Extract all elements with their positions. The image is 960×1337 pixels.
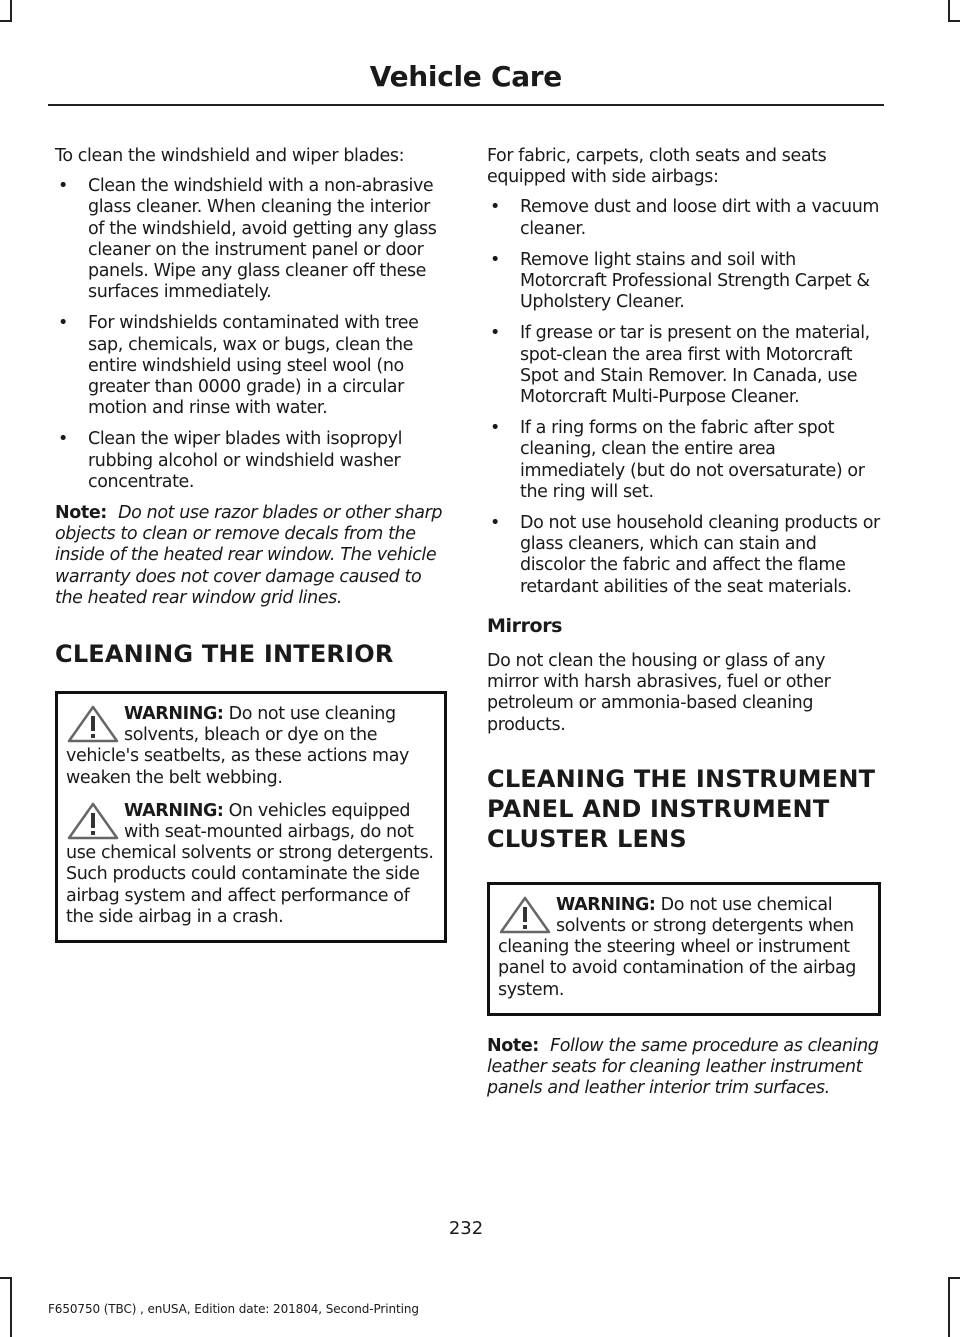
fabric-bullet-list (487, 197, 881, 597)
warning-triangle-icon (66, 801, 120, 841)
crop-mark (10, 1277, 12, 1337)
warning-text: Do not use chemical solvents or strong detergents when cleaning the steering wheel or instrument panel to avoid contamination of the airbag system. (498, 894, 857, 1000)
warning-text: On vehicles equipped with seat-mounted airbags, do not use chemical solvents or strong detergents. Such products could contaminate the side airbag system and affect performance of the side airbag in a crash. (66, 800, 434, 927)
leather-note (487, 1036, 881, 1100)
crop-mark (0, 20, 12, 22)
list-item: • Clean the windshield with a non-abrasive glass cleaner. When cleaning the interior of the windshield, avoid getting any glass cleaner on the instrument panel or door panels. Wipe any glass cleaner off these surfaces immediately. (55, 176, 447, 303)
warning-box (487, 882, 881, 1016)
page-header-title: Vehicle Care (369, 60, 562, 93)
right-column (487, 146, 881, 1109)
windshield-bullet-list (55, 176, 447, 493)
header-divider (48, 104, 884, 106)
rear-window-note (55, 503, 447, 609)
section-title-mirrors: Mirrors (487, 614, 563, 637)
crop-mark (948, 20, 960, 22)
section-title-cleaning-interior: CLEANING THE INTERIOR (55, 640, 394, 669)
crop-mark (948, 0, 950, 22)
crop-mark (10, 0, 12, 22)
list-item: • If a ring forms on the fabric after spot cleaning, clean the entire area immediately (but do not oversaturate) or the ring will set. (487, 418, 881, 503)
warning-triangle-icon (66, 704, 120, 744)
note-label: Note: (55, 503, 107, 524)
warning-item (66, 704, 436, 789)
note-text: Do not use razor blades or other sharp objects to clean or remove decals from the inside of the heated rear window. The vehicle warranty does not cover damage caused to the heated rear window grid lines. (55, 503, 443, 608)
list-item: • If grease or tar is present on the material, spot-clean the area first with Motorcraft Spot and Stain Remover. In Canada, use Motorcraft Multi-Purpose Cleaner. (487, 323, 881, 408)
warning-label: WARNING: (124, 704, 224, 725)
footer-edition-info: F650750 (TBC) , enUSA, Edition date: 201804, Second-Printing (48, 1302, 419, 1316)
warning-item (498, 895, 870, 1001)
mirrors-text: Do not clean the housing or glass of any mirror with harsh abrasives, fuel or other petroleum or ammonia-based cleaning products. (487, 651, 831, 735)
warning-item (66, 801, 436, 928)
crop-mark (0, 1277, 12, 1279)
list-item: • Remove dust and loose dirt with a vacuum cleaner. (487, 197, 881, 239)
crop-mark (948, 1277, 960, 1279)
note-label: Note: (487, 1035, 539, 1056)
warning-text: Do not use cleaning solvents, bleach or dye on the vehicle's seatbelts, as these actions may weaken the belt webbing. (66, 704, 409, 788)
warning-box (55, 691, 447, 943)
section-title-line: CLUSTER LENS (487, 824, 687, 853)
page-number: 232 (448, 1218, 484, 1239)
list-item: • For windshields contaminated with tree sap, chemicals, wax or bugs, clean the entire windshield using steel wool (no greater than 0000 grade) in a circular motion and rinse with water. (55, 313, 447, 419)
windshield-intro: To clean the windshield and wiper blades: (55, 146, 405, 166)
fabric-intro: For fabric, carpets, cloth seats and seats equipped with side airbags: (487, 146, 827, 188)
warning-label: WARNING: (556, 894, 656, 915)
list-item: • Clean the wiper blades with isopropyl rubbing alcohol or windshield washer concentrate. (55, 429, 447, 493)
section-title-line: PANEL AND INSTRUMENT (487, 794, 830, 823)
left-column (55, 146, 447, 955)
note-text: Follow the same procedure as cleaning leather seats for cleaning leather instrument panels and leather interior trim surfaces. (487, 1035, 879, 1099)
list-item: • Do not use household cleaning products or glass cleaners, which can stain and discolor the fabric and affect the flame retardant abilities of the seat materials. (487, 513, 881, 598)
warning-label: WARNING: (124, 800, 224, 821)
crop-mark (948, 1277, 950, 1337)
section-title-instrument-panel (487, 764, 881, 854)
section-title-line: CLEANING THE INSTRUMENT (487, 764, 876, 793)
warning-triangle-icon (498, 895, 552, 935)
list-item: • Remove light stains and soil with Motorcraft Professional Strength Carpet & Upholstery Cleaner. (487, 250, 881, 314)
